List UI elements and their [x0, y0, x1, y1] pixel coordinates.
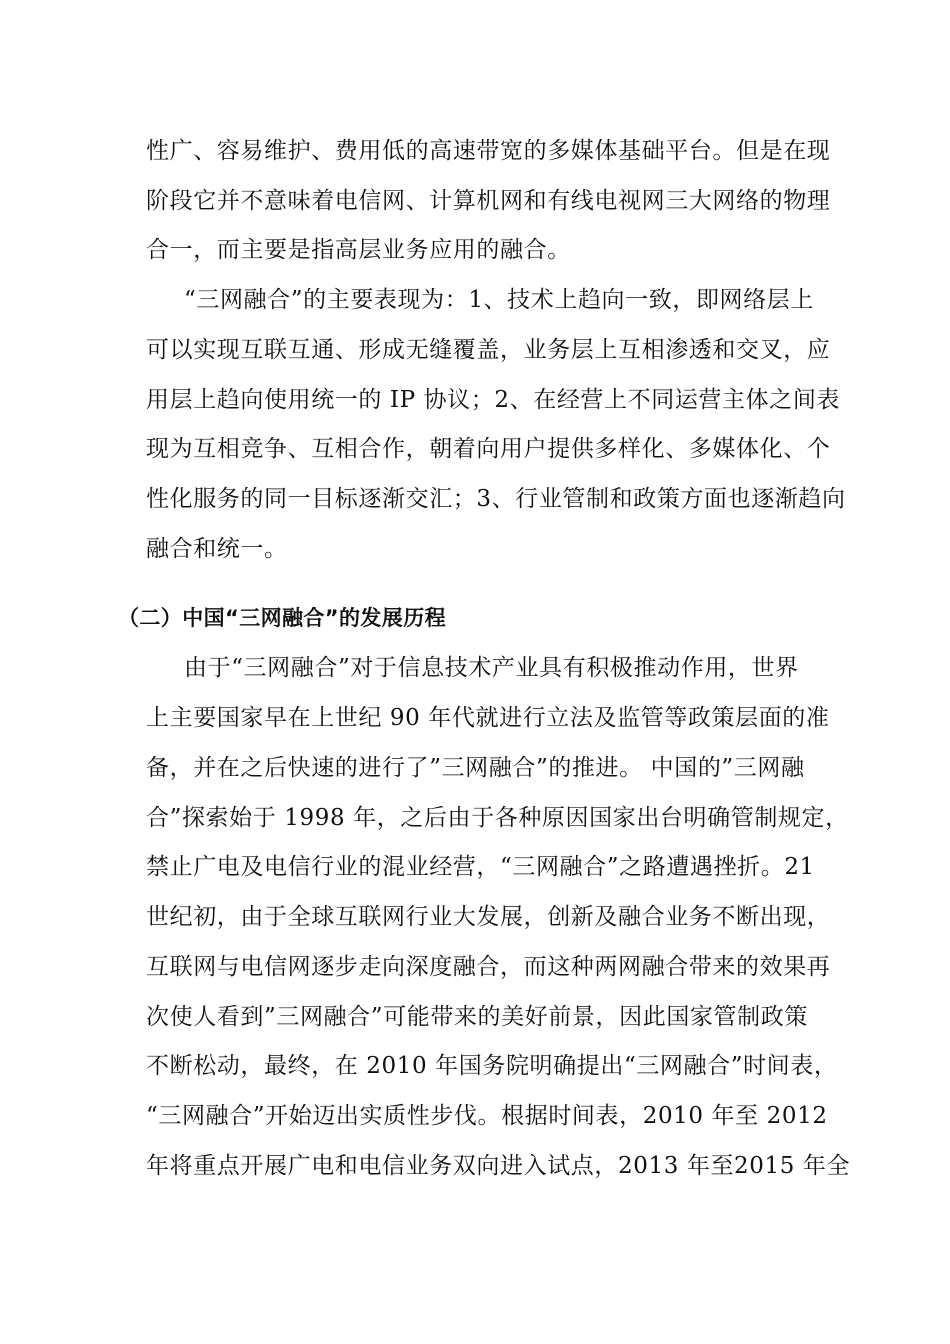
- paragraph-line: 上主要国家早在上世纪 90 年代就进行立法及监管等政策层面的准: [146, 705, 830, 731]
- paragraph-line: 可以实现互联互通、形成无缝覆盖，业务层上互相渗透和交叉，应: [146, 337, 831, 363]
- paragraph-line: 阶段它并不意味着电信网、计算机网和有线电视网三大网络的物理: [146, 188, 831, 214]
- paragraph-line: 现为互相竞争、互相合作，朝着向用户提供多样化、多媒体化、个: [146, 436, 831, 462]
- paragraph-line: 年将重点开展广电和电信业务双向进入试点，2013 年至2015 年全: [146, 1153, 851, 1179]
- paragraph-line: 不断松动，最终，在 2010 年国务院明确提出“三网融合”时间表，: [146, 1053, 838, 1079]
- section-heading: （二）中国“三网融合”的发展历程: [118, 606, 447, 630]
- paragraph-line: “三网融合”开始迈出实质性步伐。根据时间表，2010 年至 2012: [146, 1103, 828, 1129]
- paragraph-line: 用层上趋向使用统一的 IP 协议；2、在经营上不同运营主体之间表: [146, 387, 841, 413]
- paragraph-line: 互联网与电信网逐步走向深度融合，而这种两网融合带来的效果再: [146, 954, 831, 980]
- paragraph-line: 由于“三网融合”对于信息技术产业具有积极推动作用，世界: [184, 655, 799, 681]
- paragraph-line: 世纪初，由于全球互联网行业大发展，创新及融合业务不断出现，: [146, 904, 831, 930]
- paragraph-line: 禁止广电及电信行业的混业经营，“三网融合”之路遭遇挫折。21: [146, 854, 815, 880]
- paragraph-line: 合一，而主要是指高层业务应用的融合。: [146, 237, 571, 263]
- paragraph-line: 合”探索始于 1998 年，之后由于各种原因国家出台明确管制规定，: [146, 805, 849, 831]
- paragraph-line: 次使人看到”三网融合”可能带来的美好前景，因此国家管制政策: [146, 1004, 808, 1030]
- paragraph-line: 融合和统一。: [146, 536, 288, 562]
- paragraph-line: “三网融合”的主要表现为：1、技术上趋向一致，即网络层上: [184, 287, 814, 313]
- paragraph-line: 性化服务的同一目标逐渐交汇；3、行业管制和政策方面也逐渐趋向: [146, 486, 846, 512]
- paragraph-line: 备，并在之后快速的进行了”三网融合”的推进。 中国的”三网融: [146, 755, 805, 781]
- paragraph-line: 性广、容易维护、费用低的高速带宽的多媒体基础平台。但是在现: [146, 138, 831, 164]
